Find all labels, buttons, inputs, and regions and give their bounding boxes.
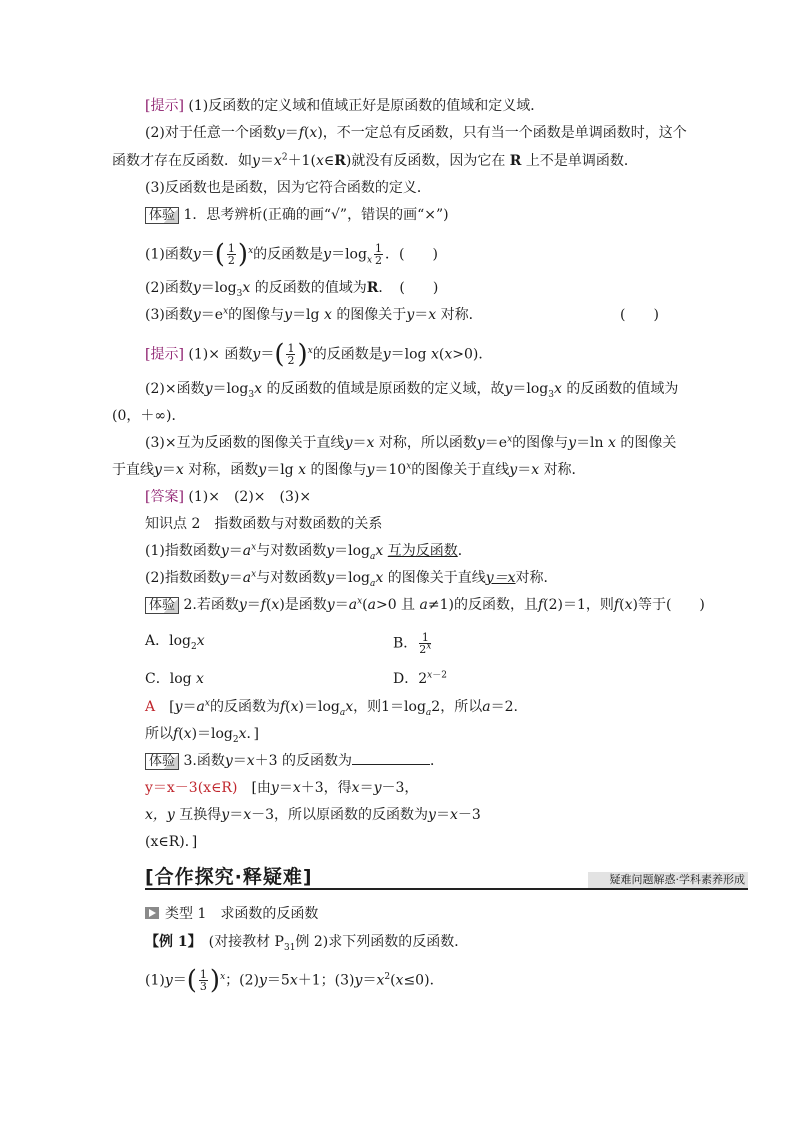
tip1-line3: 函数才存在反函数．如$y=x^2+1(x\in R)$就没有反函数，因为它在 R 上不是单调函数． xyxy=(112,152,638,169)
exp3-question: 体验 3.函数y＝x＋3 的反函数为 ． xyxy=(145,752,444,770)
option-a: A．$\log_2x$ xyxy=(145,633,205,652)
tip2-line2: (2)×函数$y=\log_3x$ 的反函数的值域是原函数的定义域，故$y=\log_3x$ 的反函数的值域为 xyxy=(145,381,679,400)
answer-tag: [答案] xyxy=(145,489,184,505)
kp2-line2: (2)指数函数$y=a^x$与对数函数$y=\log_ax$ 的图像关于直线y＝x对称． xyxy=(145,569,558,589)
answer-letter: A xyxy=(145,699,156,715)
tip1-line1: [提示] (1)反函数的定义域和值域正好是原函数的值域和定义域． xyxy=(145,98,545,114)
exp3-explain3: (x∈R)．] xyxy=(145,834,198,850)
tip2-line5: 于直线y＝x 对称，函数y＝lg x 的图像与$y=10^x$的图像关于直线y＝x 对称． xyxy=(112,461,586,478)
experience-tag: 体验 xyxy=(145,207,179,224)
exp3-explain1: y＝x－3(x∈R) [由y＝x＋3，得x＝y－3， xyxy=(145,780,419,796)
exp1-q3-blank: ( ) xyxy=(620,307,659,323)
play-icon xyxy=(145,907,159,919)
section-tag: 疑难问题解惑·学科素养形成 xyxy=(588,872,748,888)
tip-tag: [提示] xyxy=(145,98,184,114)
tip2-line1: [提示] (1)× 函数y＝( $\frac{1}{2}$ )$^x$的反函数是y＝log x(x>0)． xyxy=(145,339,493,370)
exp2-explain1: A [$y=a^x$的反函数为$f(x)=\log_ax$，则$1=\log_a2$，所以a＝2. xyxy=(145,698,518,718)
example1-intro: 【例 1】 (对接教材 $P_{31}$例 2)求下列函数的反函数． xyxy=(145,934,469,953)
example1-parts: (1)y＝( $\frac{1}{3}$ )$^x$；(2)y＝5x＋1；$(3)y=x^2(x\le 0)$． xyxy=(145,965,444,996)
type1-title: 类型 1 求函数的反函数 xyxy=(145,905,318,923)
kp2-line1: (1)指数函数$y=a^x$与对数函数$y=\log_ax$ 互为反函数． xyxy=(145,542,472,562)
exp1-q3: (3)函数$y=e^x$的图像与y＝lg x 的图像关于y＝x 对称． xyxy=(145,306,483,323)
option-d: D．$2^{x-2}$ xyxy=(393,670,447,687)
answer-blank xyxy=(352,752,430,765)
exp2-explain2: 所以$f(x)=\log_2x$．] xyxy=(145,726,260,745)
section-divider xyxy=(145,888,748,890)
tip2-line3: (0，＋∞)． xyxy=(112,408,186,424)
exp1-q1: (1)函数y＝( $\frac{1}{2}$ )$^x$的反函数是$y=\log_x$ $\frac{1}{2}$ ．( ) xyxy=(145,239,438,270)
section-heading: [合作探究·释疑难] xyxy=(145,866,313,888)
exp1-title: 体验 1．思考辨析(正确的画“√”，错误的画“×”) xyxy=(145,206,449,224)
example-tag: 【例 1】 xyxy=(145,934,195,950)
answer-line: [答案] (1)× (2)× (3)× xyxy=(145,489,312,505)
exp1-q2: (2)函数$y=\log_3x$ 的反函数的值域为R． ( ) xyxy=(145,280,439,299)
tip1-line4: (3)反函数也是函数，因为它符合函数的定义． xyxy=(145,180,431,196)
kp2-title: 知识点 2 指数函数与对数函数的关系 xyxy=(145,516,383,532)
exp2-question: 体验 2.若函数y＝f(x)是函数$y=a^x(a>0$ 且 a≠1)的反函数，且f(2)＝1，则f(x)等于( ) xyxy=(145,596,705,614)
option-b: B． $\frac{1}{2^x}$ xyxy=(393,631,432,656)
tip1-line2: (2)对于任意一个函数y＝f(x)，不一定总有反函数，只有当一个函数是单调函数时，这个 xyxy=(145,125,687,141)
exp3-explain2: x，y 互换得y＝x－3，所以原函数的反函数为y＝x－3 xyxy=(145,807,481,823)
option-c: C．log x xyxy=(145,671,204,687)
tip2-line4: (3)×互为反函数的图像关于直线y＝x 对称，所以函数$y=e^x$的图像与y＝ln x 的图像关 xyxy=(145,434,677,451)
